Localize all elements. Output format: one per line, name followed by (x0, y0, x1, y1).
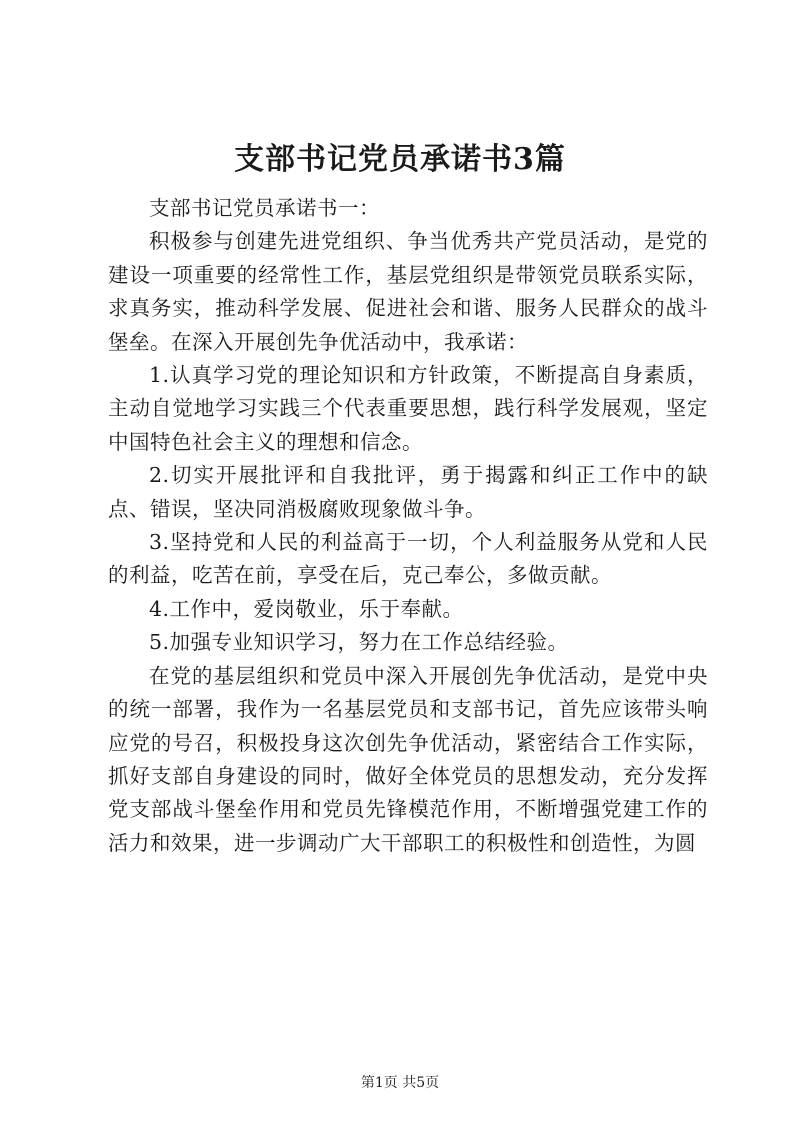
body-paragraph: 在党的基层组织和党员中深入开展创先争优活动，是党中央的统一部署，我作为一名基层党员和支部书记，首先应该带头响应党的号召，积极投身这次创先争优活动，紧密结合工作实际，抓好支部自身建设的同时，做好全体党员的思想发动，充分发挥党支部战斗堡垒作用和党员先锋模范作用，不断增强党建工作的活力和效果，进一步调动广大干部职工的积极性和创造性，为圆 (108, 663, 708, 855)
commitment-item-2: 2.切实开展批评和自我批评，勇于揭露和纠正工作中的缺点、错误，坚决同消极腐败现象做斗争。 (108, 463, 708, 521)
page-number-footer: 第1页 共5页 (360, 1075, 440, 1091)
page-title: 支部书记党员承诺书3篇 (234, 142, 566, 177)
commitment-item-3: 3.坚持党和人民的利益高于一切，个人利益服务从党和人民的利益，吃苦在前，享受在后，克己奉公，多做贡献。 (108, 530, 708, 588)
section-heading: 支部书记党员承诺书一： (149, 196, 380, 220)
document-body (108, 192, 708, 860)
body-paragraph: 积极参与创建先进党组织、争当优秀共产党员活动，是党的建设一项重要的经常性工作，基层党组织是带领党员联系实际，求真务实，推动科学发展、促进社会和谐、服务人民群众的战斗堡垒。在深入开展创先争优活动中，我承诺： (108, 229, 708, 354)
commitment-item-4: 4.工作中，爱岗敬业，乐于奉献。 (149, 596, 464, 621)
commitment-item-1: 1.认真学习党的理论知识和方针政策，不断提高自身素质，主动自觉地学习实践三个代表重要思想，践行科学发展观，坚定中国特色社会主义的理想和信念。 (108, 363, 708, 454)
commitment-item-5: 5.加强专业知识学习，努力在工作总结经验。 (149, 630, 569, 655)
